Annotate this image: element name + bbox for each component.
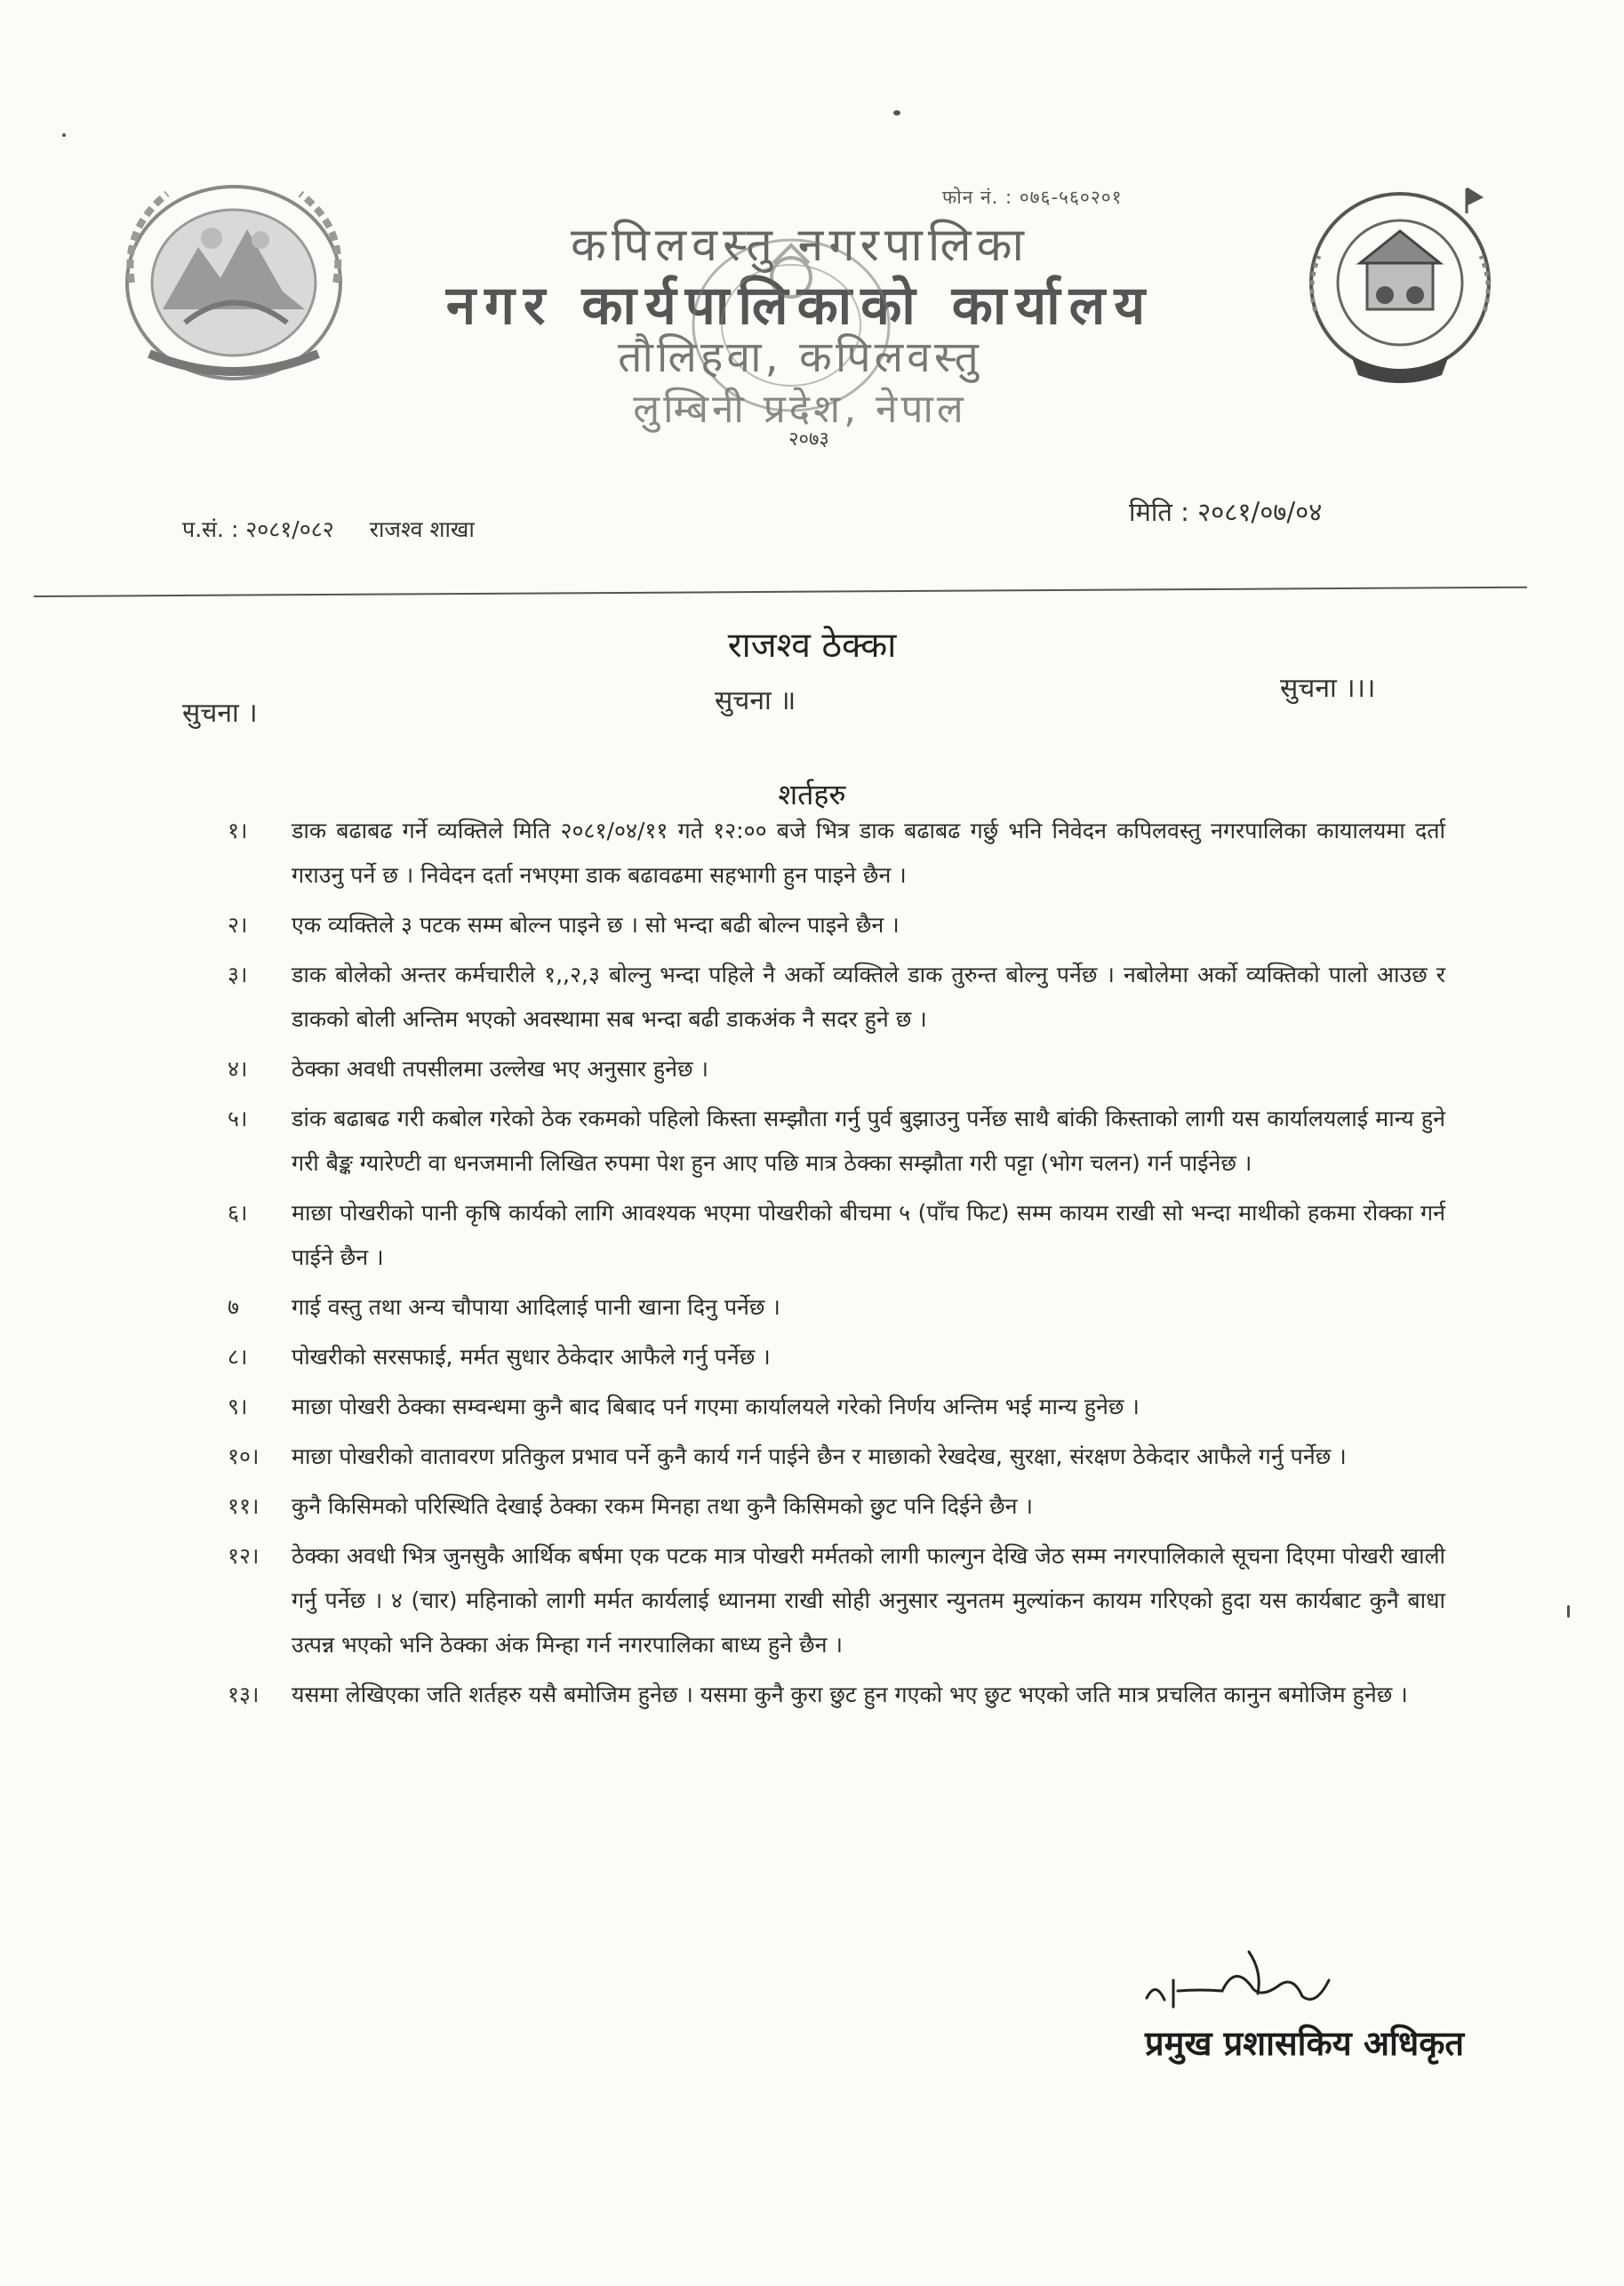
condition-text: ठेक्का अवधी तपसीलमा उल्लेख भए अनुसार हुनेछ । bbox=[292, 1056, 709, 1082]
nepal-government-emblem-icon bbox=[114, 176, 354, 389]
condition-number: ५। bbox=[228, 1106, 248, 1131]
condition-item bbox=[228, 1097, 1445, 1186]
condition-text: माछा पोखरीको पानी कृषि कार्यको लागि आवश्यक भएमा पोखरीको बीचमा ५ (पाँच फिट) सम्म कायम राखी सो भन्दा माथीको हकमा रोक्का गर्न पाईने छैन । bbox=[292, 1200, 1445, 1270]
condition-text: गाई वस्तु तथा अन्य चौपाया आदिलाई पानी खाना दिनु पर्नेछ । bbox=[292, 1294, 780, 1320]
handwritten-signature-icon bbox=[1138, 1945, 1342, 2025]
document-heading: राजश्व ठेक्का bbox=[727, 626, 897, 666]
condition-item bbox=[228, 1484, 1445, 1529]
condition-text: पोखरीको सरसफाई, मर्मत सुधार ठेकेदार आफैले गर्नु पर्नेछ । bbox=[292, 1344, 771, 1370]
condition-item bbox=[228, 903, 1445, 947]
office-address: तौलिहवा, कपिलवस्तु bbox=[618, 332, 982, 382]
office-seal-icon bbox=[676, 228, 907, 441]
notice-label-3: सुचना ।।। bbox=[1280, 673, 1376, 704]
reference-number: प.सं. : २०८१/०८२ bbox=[182, 516, 334, 542]
condition-item bbox=[228, 1191, 1445, 1280]
condition-number: ३। bbox=[228, 962, 248, 987]
scan-speck bbox=[1567, 1605, 1570, 1618]
condition-number: ८। bbox=[228, 1344, 248, 1370]
condition-number: १३। bbox=[228, 1682, 260, 1707]
conditions-title: शर्तहरु bbox=[778, 778, 846, 811]
condition-text: माछा पोखरीको वातावरण प्रतिकुल प्रभाव पर्ने कुनै कार्य गर्न पाईने छैन र माछाको रेखदेख, सुरक्षा, संरक्षण ठेकेदार आफैले गर्नु पर्नेछ । bbox=[292, 1443, 1347, 1469]
municipality-name: कपिलवस्तु नगरपालिका bbox=[570, 219, 1030, 272]
condition-number: ९। bbox=[228, 1394, 248, 1419]
condition-text: माछा पोखरी ठेक्का सम्वन्धमा कुनै बाद बिबाद पर्न गएमा कार्यालयले गरेको निर्णय अन्तिम भई मान्य हुनेछ । bbox=[292, 1394, 1140, 1419]
condition-text: एक व्यक्तिले ३ पटक सम्म बोल्न पाइने छ । सो भन्दा बढी बोल्न पाइने छैन । bbox=[292, 912, 900, 938]
condition-number: १०। bbox=[228, 1443, 260, 1469]
condition-item bbox=[228, 1047, 1445, 1091]
condition-number: ४। bbox=[228, 1056, 248, 1082]
condition-number: ६। bbox=[228, 1200, 248, 1226]
scan-speck bbox=[893, 110, 900, 116]
branch-name: राजश्व शाखा bbox=[369, 516, 475, 542]
seal-year: २०७३ bbox=[788, 428, 829, 451]
condition-number: २। bbox=[228, 912, 248, 938]
condition-item bbox=[228, 1534, 1445, 1667]
phone-number: फोन नं. : ०७६-५६०२०१ bbox=[942, 187, 1123, 208]
condition-number: १२। bbox=[228, 1543, 260, 1569]
condition-item bbox=[228, 809, 1445, 898]
condition-item bbox=[228, 1435, 1445, 1479]
scan-speck bbox=[62, 133, 66, 137]
kapilvastu-municipality-logo-icon bbox=[1289, 178, 1511, 400]
condition-text: ठेक्का अवधी भित्र जुनसुकै आर्थिक बर्षमा एक पटक मात्र पोखरी मर्मतको लागी फाल्गुन देखि जेठ सम्म नगरपालिकाले सूचना दिएमा पोखरी खाली गर्नु पर्नेछ । ४ (चार) महिनाको लागी मर्मत कार्यलाई ध्यानमा राखी सोही अनुसार न्युनतम मुल्यांकन कायम गरिएको हुदा यस कार्यबाट कुनै बाधा उत्पन्न भएको भनि ठेक्का अंक मिन्हा गर्न नगरपालिका बाध्य हुने छैन । bbox=[292, 1543, 1445, 1658]
province-country: लुम्बिनी प्रदेश, नेपाल bbox=[633, 387, 967, 432]
condition-item bbox=[228, 1385, 1445, 1429]
condition-item bbox=[228, 1335, 1445, 1379]
condition-number: १। bbox=[228, 818, 248, 843]
office-name: नगर कार्यपालिकाको कार्यालय bbox=[445, 275, 1155, 337]
notice-label-1: सुचना । bbox=[182, 698, 258, 729]
condition-text: डांक बढाबढ गरी कबोल गरेको ठेक रकमको पहिलो किस्ता सम्झौता गर्नु पुर्व बुझाउनु पर्नेछ साथै बांकी किस्ताको लागी यस कार्यालयलाई मान्य हुने गरी बैङ्क ग्यारेण्टी वा धनजमानी लिखित रुपमा पेश हुन आए पछि मात्र ठेक्का सम्झौता गरी पट्टा (भोग चलन) गर्न पाईनेछ । bbox=[292, 1106, 1445, 1176]
notice-label-2: सुचना ॥ bbox=[715, 685, 796, 716]
condition-text: डाक बढाबढ गर्ने व्यक्तिले मिति २०८१/०४/११ गते १२:०० बजे भित्र डाक बढाबढ गर्छु भनि निवेदन कपिलवस्तु नगरपालिका कायालयमा दर्ता गराउनु पर्ने छ । निवेदन दर्ता नभएमा डाक बढावढमा सहभागी हुन पाइने छैन । bbox=[292, 818, 1445, 888]
condition-text: डाक बोलेको अन्तर कर्मचारीले १,,२,३ बोल्नु भन्दा पहिले नै अर्को व्यक्तिले डाक तुरुन्त बोल्नु पर्नेछ । नबोलेमा अर्को व्यक्तिको पालो आउछ र डाकको बोली अन्तिम भएको अवस्थामा सब भन्दा बढी डाकअंक नै सदर हुने छ । bbox=[292, 962, 1445, 1032]
condition-number: ११। bbox=[228, 1493, 260, 1519]
condition-item bbox=[228, 1285, 1445, 1330]
signatory-title: प्रमुख प्रशासकिय अधिकृत bbox=[1145, 2024, 1465, 2063]
condition-item bbox=[228, 1673, 1445, 1717]
condition-text: यसमा लेखिएका जति शर्तहरु यसै बमोजिम हुनेछ । यसमा कुनै कुरा छुट हुन गएको भए छुट भएको जति मात्र प्रचलित कानुन बमोजिम हुनेछ । bbox=[292, 1682, 1408, 1707]
issue-date: मिति : २०८१/०७/०४ bbox=[1129, 497, 1323, 527]
conditions-list bbox=[228, 809, 1445, 1722]
condition-number: ७ bbox=[228, 1294, 240, 1320]
condition-text: कुनै किसिमको परिस्थिति देखाई ठेक्का रकम मिनहा तथा कुनै किसिमको छुट पनि दिईने छैन । bbox=[292, 1493, 1033, 1519]
condition-item bbox=[228, 953, 1445, 1042]
reference-line bbox=[182, 514, 475, 544]
header-divider bbox=[34, 587, 1527, 597]
